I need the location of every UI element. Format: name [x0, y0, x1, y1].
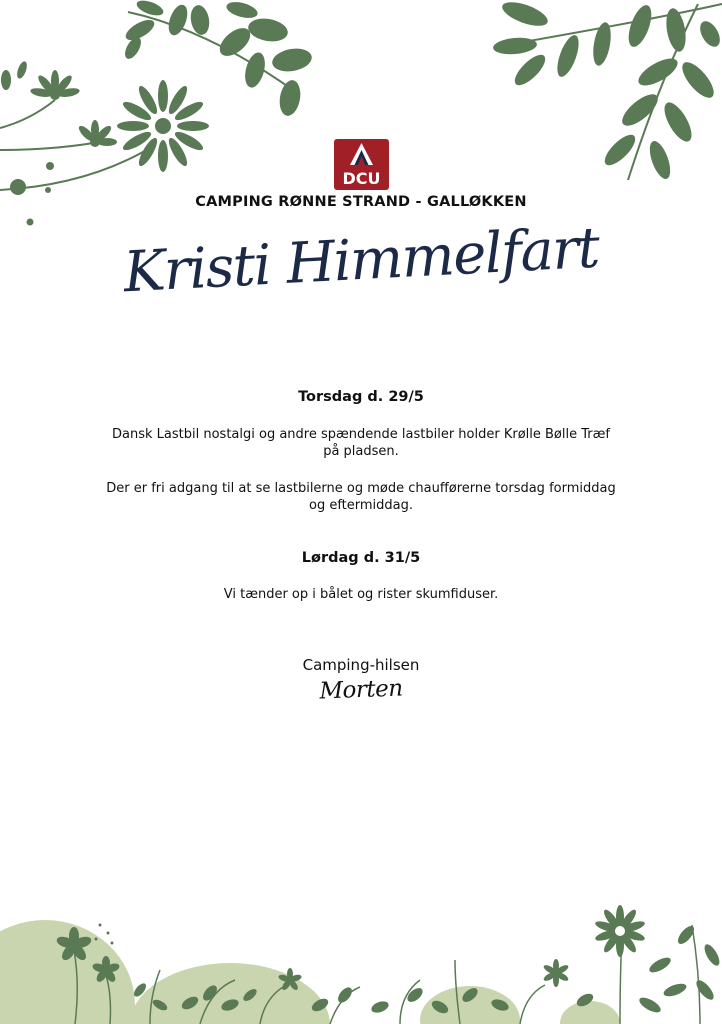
- logo-text: DCU: [342, 169, 381, 188]
- text-line: og eftermiddag.: [308, 498, 414, 513]
- thursday-paragraph-1: [90, 426, 632, 460]
- botanical-border-bottom: [0, 895, 722, 1024]
- dcu-logo: [334, 139, 389, 190]
- thursday-paragraph-2: [90, 480, 632, 514]
- event-title: Kristi Himmelfart: [121, 215, 601, 306]
- botanical-leaves-top-right: [480, 0, 722, 200]
- site-name: CAMPING RØNNE STRAND - GALLØKKEN: [195, 194, 527, 210]
- text-line: Der er fri adgang til at se lastbilerne og møde chaufførerne torsdag formiddag: [106, 481, 616, 496]
- signature: Morten: [319, 675, 403, 705]
- saturday-paragraph: [90, 586, 632, 603]
- text-line: Vi tænder op i bålet og rister skumfiduser.: [223, 587, 499, 602]
- text-line: på pladsen.: [323, 444, 399, 459]
- text-line: Dansk Lastbil nostalgi og andre spændende lastbiler holder Krølle Bølle Træf: [112, 427, 610, 442]
- dcu-tent-logo-icon: [334, 139, 389, 190]
- closing-greeting: Camping-hilsen: [302, 656, 420, 674]
- saturday-heading: Lørdag d. 31/5: [301, 550, 421, 566]
- thursday-heading: Torsdag d. 29/5: [298, 389, 424, 405]
